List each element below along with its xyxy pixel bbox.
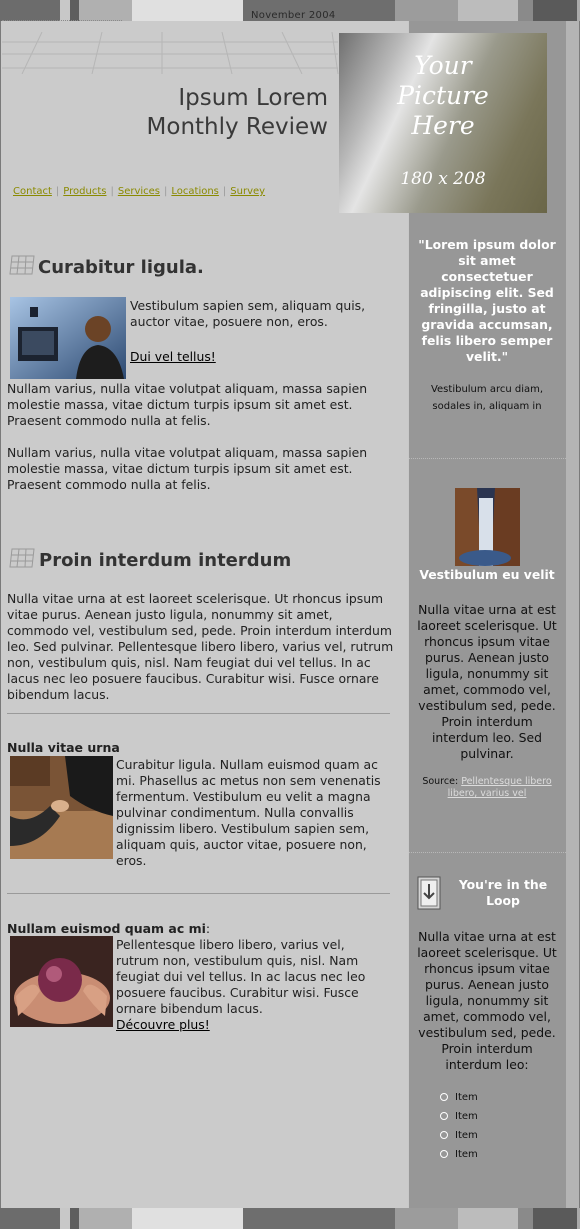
header-dotted-line xyxy=(2,20,122,21)
newsletter-title: Ipsum Lorem Monthly Review xyxy=(146,85,328,140)
grid-perspective-icon xyxy=(8,547,36,569)
download-box-icon xyxy=(417,876,441,910)
businessman-photo xyxy=(10,297,126,379)
article1-paragraph-1: Nullam varius, nulla vitae volutpat aliquam, massa sapien molestie massa, vitae dictum turpis ipsum sit amet est. Praesent commodo nulla at felis. xyxy=(7,381,368,428)
dui-vel-tellus-link[interactable]: Dui vel tellus! xyxy=(130,349,216,364)
decouvre-plus-link[interactable]: Découvre plus! xyxy=(116,1017,210,1032)
sidebar-feature-text: Nulla vitae urna at est laoreet scelerisque. Ut rhoncus ipsum vitae purus. Aenean justo ligula, nonummy sit amet, commodo vel, vestibulum sed, pede. Proin interdum interdum leo. Sed pulvinar. xyxy=(417,602,557,761)
picture-size-label: 180 x 208 xyxy=(400,169,486,189)
waterfall-photo xyxy=(455,488,520,566)
list-item: Item xyxy=(440,1145,478,1164)
sidebar-loop-title: You're in the Loop xyxy=(458,877,548,908)
source-link[interactable]: Pellentesque libero libero, varius vel xyxy=(447,776,552,799)
item2-text: Pellentesque libero libero, varius vel, rutrum non, vestibulum quis, nisl. Nam feugiat dui vel tellus. In ac lacus nec leo posuere faucibus. Curabitur wisi. Fusce ornare bibendum lacus. xyxy=(116,937,366,1016)
article-title-proin: Proin interdum interdum xyxy=(39,550,292,571)
nav-link-contact[interactable]: Contact xyxy=(13,186,52,197)
sidebar-source: Source: Pellentesque libero libero, varius vel xyxy=(422,776,552,799)
article1-intro: Vestibulum sapien sem, aliquam quis, auctor vitae, posuere non, eros. xyxy=(130,298,366,329)
item1-title: Nulla vitae urna xyxy=(7,740,120,755)
issue-date: November 2004 xyxy=(251,10,336,21)
sidebar-divider xyxy=(409,852,566,853)
divider xyxy=(7,713,390,714)
item2-title: Nullam euismod quam ac mi: xyxy=(7,921,211,936)
article-title-curabitur: Curabitur ligula. xyxy=(38,257,204,278)
sidebar-divider xyxy=(409,458,566,459)
perspective-grid-decoration xyxy=(2,32,342,74)
nav-link-services[interactable]: Services xyxy=(117,186,161,197)
picture-placeholder: Your Picture Here 180 x 208 xyxy=(339,33,547,213)
list-item: Item xyxy=(440,1107,478,1126)
right-edge-strip xyxy=(566,21,580,1208)
top-navigation: Contact | Products | Services | Locations | Survey xyxy=(13,186,266,197)
divider xyxy=(7,893,390,894)
sidebar-item-list xyxy=(440,1088,478,1164)
nav-link-locations[interactable]: Locations xyxy=(171,186,219,197)
sidebar-feature-title: Vestibulum eu velit xyxy=(419,567,555,582)
article1-paragraph-2: Nullam varius, nulla vitae volutpat aliquam, massa sapien molestie massa, vitae dictum turpis ipsum sit amet est. Praesent commodo nulla at felis. xyxy=(7,445,368,492)
article2-paragraph: Nulla vitae urna at est laoreet scelerisque. Ut rhoncus ipsum vitae purus. Aenean justo ligula, nonummy sit amet, commodo vel, vestibulum sed, pede. Proin interdum interdum leo. Sed pulvinar. Pellentesque libero libero, varius vel, rutrum non, vestibulum quis, nisl. Nam feugiat dui vel tellus. In ac lacus nec leo posuere faucibus. Curabitur wisi. Fusce ornare bibendum lacus. xyxy=(7,591,394,702)
sidebar-quote-caption: Vestibulum arcu diam, sodales in, aliquam in xyxy=(430,384,544,412)
grid-perspective-icon xyxy=(8,254,36,276)
hands-holding-globe-photo xyxy=(10,936,113,1027)
sidebar-quote: "Lorem ipsum dolor sit amet consectetuer adipiscing elit. Sed fringilla, justo at gravida accumsan, felis libero semper velit." xyxy=(418,237,556,364)
bottom-stripe-bar xyxy=(0,1208,580,1229)
list-item: Item xyxy=(440,1088,478,1107)
list-item: Item xyxy=(440,1126,478,1145)
item1-text: Curabitur ligula. Nullam euismod quam ac mi. Phasellus ac metus non sem venenatis fermentum. Vestibulum eu velit a magna pulvinar condimentum. Nulla convallis dignissim libero. Vestibulum sapien sem, aliquam quis, auctor vitae, posuere non, eros. xyxy=(116,757,381,868)
nav-link-survey[interactable]: Survey xyxy=(230,186,266,197)
handshake-photo xyxy=(10,756,113,859)
sidebar-loop-text: Nulla vitae urna at est laoreet scelerisque. Ut rhoncus ipsum vitae purus. Aenean justo ligula, nonummy sit amet, commodo vel, vestibulum sed, pede. Proin interdum interdum leo: xyxy=(417,929,557,1072)
nav-link-products[interactable]: Products xyxy=(63,186,107,197)
